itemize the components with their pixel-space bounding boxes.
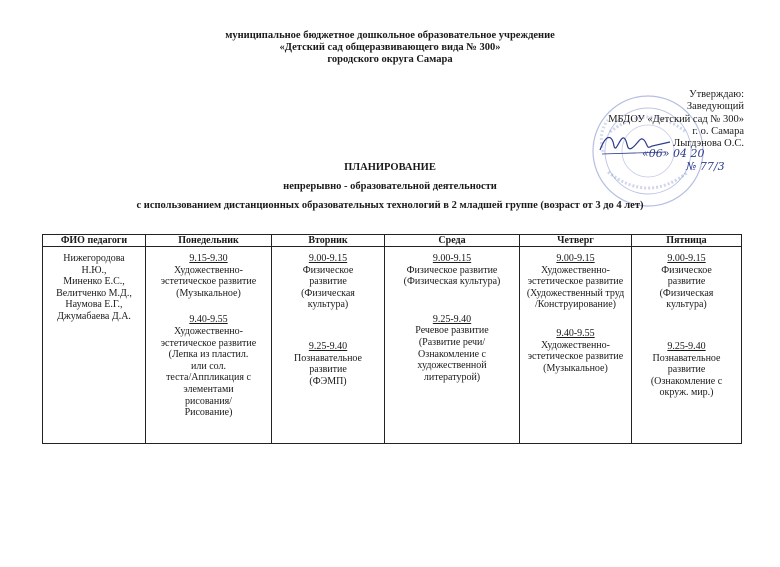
activity-line: (Физическая: [301, 287, 355, 299]
activity-line: культура): [666, 299, 707, 311]
teacher-name: Н.Ю.,: [81, 264, 107, 276]
approval-line: Утверждаю:: [689, 89, 744, 100]
activity-line: развитие: [667, 364, 706, 376]
table-header-row: [43, 235, 742, 247]
activity-line: (Физическая: [659, 287, 714, 299]
activity-line: рисования/: [185, 395, 232, 407]
session-time: 9.00-9.15: [556, 253, 595, 264]
activity-line: или сол.: [191, 360, 226, 372]
handwritten-date-text: «06» 04 20: [642, 147, 705, 160]
session-time: 9.25-9.40: [432, 313, 472, 325]
column-header: Понедельник: [146, 235, 272, 247]
activity-line: Художественно-: [541, 339, 610, 351]
monday-cell: [146, 247, 272, 444]
wednesday-cell: [385, 247, 520, 444]
activity-line: Физическое: [661, 264, 712, 276]
approval-line: Заведующий: [686, 101, 744, 113]
institution-header: [0, 30, 780, 66]
approval-line: Лыгдэнова О.С.: [673, 138, 744, 150]
activity-line: Художественно-: [541, 264, 610, 276]
column-header: Четверг: [520, 235, 632, 247]
activity-line: Ознакомление с: [418, 348, 486, 360]
teacher-name: Наумова Е.Г.,: [65, 299, 123, 311]
teacher-name: Миненко Е.С.,: [63, 276, 125, 288]
header-line: «Детский сад общеразвивающего вида № 300»: [279, 42, 501, 53]
activity-line: эстетическое развитие: [527, 276, 624, 288]
activity-line: окруж. мир.): [659, 387, 714, 399]
column-header: ФИО педагоги: [43, 235, 146, 247]
title-subtitle: непрерывно - образовательной деятельности: [283, 181, 497, 192]
session-time: 9.00-9.15: [667, 253, 706, 264]
activity-line: элементами: [183, 383, 234, 395]
approval-line: г. о. Самара: [692, 125, 744, 137]
title-description: с использованием дистанционных образовательных технологий в 2 младшей группе (возраст от 3 до 4 лет): [136, 200, 644, 211]
activity-line: эстетическое развитие: [160, 276, 257, 288]
session-time: 9.00-9.15: [432, 253, 472, 264]
table-row: [43, 247, 742, 444]
title-main: ПЛАНИРОВАНИЕ: [344, 162, 436, 173]
activity-line: (Ознакомление с: [650, 375, 723, 387]
activity-line: Речевое развитие: [415, 325, 489, 337]
teachers-cell: [43, 247, 146, 444]
approval-block: [524, 89, 744, 150]
teacher-name: Джумабаева Д.А.: [57, 310, 131, 322]
activity-line: (Художественный труд: [526, 287, 625, 299]
activity-line: Художественно-: [174, 325, 243, 337]
teacher-name: Нижегородова: [63, 253, 125, 264]
activity-line: Физическое развитие: [406, 264, 498, 276]
session-time: 9.00-9.15: [308, 253, 348, 264]
friday-cell: [632, 247, 742, 444]
activity-line: (Музыкальное): [176, 287, 241, 299]
header-line: городского округа Самара: [327, 54, 453, 65]
activity-line: художественной: [417, 360, 487, 372]
session-time: 9.15-9.30: [189, 253, 228, 264]
activity-line: эстетическое развитие: [527, 351, 624, 363]
session-time: 9.40-9.55: [556, 327, 595, 339]
activity-line: (Физическая культура): [403, 276, 501, 288]
activity-line: Познавательное: [293, 352, 362, 364]
activity-line: /Конструирование): [535, 299, 616, 311]
activity-line: (Развитие речи/: [418, 336, 486, 348]
session-time: 9.25-9.40: [667, 340, 706, 352]
column-header: Пятница: [632, 235, 742, 247]
column-header: Среда: [385, 235, 520, 247]
session-time: 9.40-9.55: [189, 314, 228, 326]
header-line: муниципальное бюджетное дошкольное образовательное учреждение: [225, 30, 555, 41]
activity-line: теста/Аппликация с: [166, 372, 251, 384]
activity-line: развитие: [667, 276, 706, 288]
activity-line: Художественно-: [174, 264, 243, 276]
tuesday-cell: [272, 247, 385, 444]
activity-line: Познавательное: [652, 352, 721, 364]
handwritten-order-number: № 77/3: [686, 160, 725, 173]
activity-line: Рисование): [184, 407, 233, 419]
session-time: 9.25-9.40: [308, 340, 348, 352]
teacher-name: Велитченко М.Д.,: [56, 287, 132, 299]
activity-line: эстетическое развитие: [160, 337, 257, 349]
column-header: Вторник: [272, 235, 385, 247]
activity-line: (Лепка из пластил.: [168, 349, 249, 361]
activity-line: Физическое: [302, 264, 354, 276]
activity-line: развитие: [309, 276, 347, 288]
thursday-cell: [520, 247, 632, 444]
activity-line: культура): [307, 299, 349, 311]
document-title: [0, 158, 780, 215]
approval-line: МБДОУ «Детский сад № 300»: [608, 113, 744, 125]
activity-line: развитие: [309, 364, 347, 376]
activity-line: (Музыкальное): [543, 362, 608, 374]
schedule-table: [42, 234, 742, 444]
activity-line: (ФЭМП): [309, 375, 347, 387]
activity-line: литературой): [423, 371, 481, 383]
